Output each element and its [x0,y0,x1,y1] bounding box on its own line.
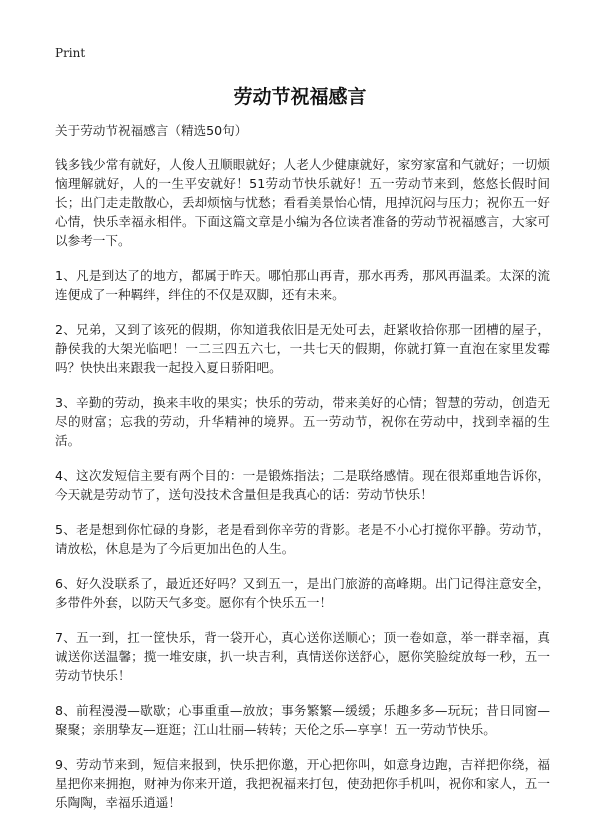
intro-paragraph: 钱多钱少常有就好，人俊人丑顺眼就好；人老人少健康就好，家穷家富和气就好；一切烦恼理解就好，人的一生平安就好！51劳动节快乐就好！五一劳动节来到，悠悠长假时间长；出门走走散散心，丢却烦恼与忧愁；看看美景怡心情，甩掉沉闷与压力；祝你五一好心情，快乐幸福永相伴。下面这篇文章是小编为各位读者准备的劳动节祝福感言，大家可以参考一下。 [55,157,550,248]
list-item: 8、前程漫漫—歇歇；心事重重—放放；事务繁繁—缓缓；乐趣多多—玩玩；昔日同窗—聚聚；亲朋挚友—逛逛；江山壮丽—转转；天伦之乐—享享！五一劳动节快乐。 [55,703,550,737]
list-item: 7、五一到，扛一筐快乐，背一袋开心，真心送你送顺心；顶一卷如意，举一群幸福，真诚送你送温馨；揽一堆安康，扒一块吉利，真情送你送舒心，愿你笑脸绽放每一秒，五一劳动节快乐！ [55,630,550,683]
list-item: 6、好久没联系了，最近还好吗？又到五一，是出门旅游的高峰期。出门记得注意安全，多带件外套，以防天气多变。愿你有个快乐五一！ [55,576,550,610]
list-item: 9、劳动节来到，短信来报到，快乐把你邀，开心把你叫，如意身边跑，吉祥把你绕，福星把你来拥抱，财神为你来开道，我把祝福来打包，使劲把你手机叫，祝你和家人，五一乐陶陶，幸福乐逍遥！ [55,757,550,810]
list-item: 1、凡是到达了的地方，都属于昨天。哪怕那山再青，那水再秀，那风再温柔。太深的流连便成了一种羁绊，绊住的不仅是双脚，还有未来。 [55,268,550,302]
list-item: 2、兄弟，又到了该死的假期，你知道我依旧是无处可去，赶紧收拾你那一团槽的屋子，静侯我的大架光临吧！一二三四五六七，一共七天的假期，你就打算一直泡在家里发霉吗？快快出来跟我一起投入夏日骄阳吧。 [55,322,550,375]
article-body [55,121,550,828]
list-item: 5、老是想到你忙碌的身影，老是看到你辛劳的背影。老是不小心打搅你平静。劳动节，请放松，休息是为了今后更加出色的人生。 [55,522,550,556]
article-subtitle: 关于劳动节祝福感言（精选50句） [55,123,248,138]
list-item: 4、这次发短信主要有两个目的：一是锻炼指法；二是联络感情。现在很郑重地告诉你，今天就是劳动节了，送句没技术含量但是我真心的话：劳动节快乐！ [55,468,550,502]
print-link[interactable]: Print [55,46,86,60]
list-item: 3、辛勤的劳动，换来丰收的果实；快乐的劳动，带来美好的心情；智慧的劳动，创造无尽的财富；忘我的劳动，升华精神的境界。五一劳动节，祝你在劳动中，找到幸福的生活。 [55,395,550,448]
page-title: 劳动节祝福感言 [233,86,367,108]
